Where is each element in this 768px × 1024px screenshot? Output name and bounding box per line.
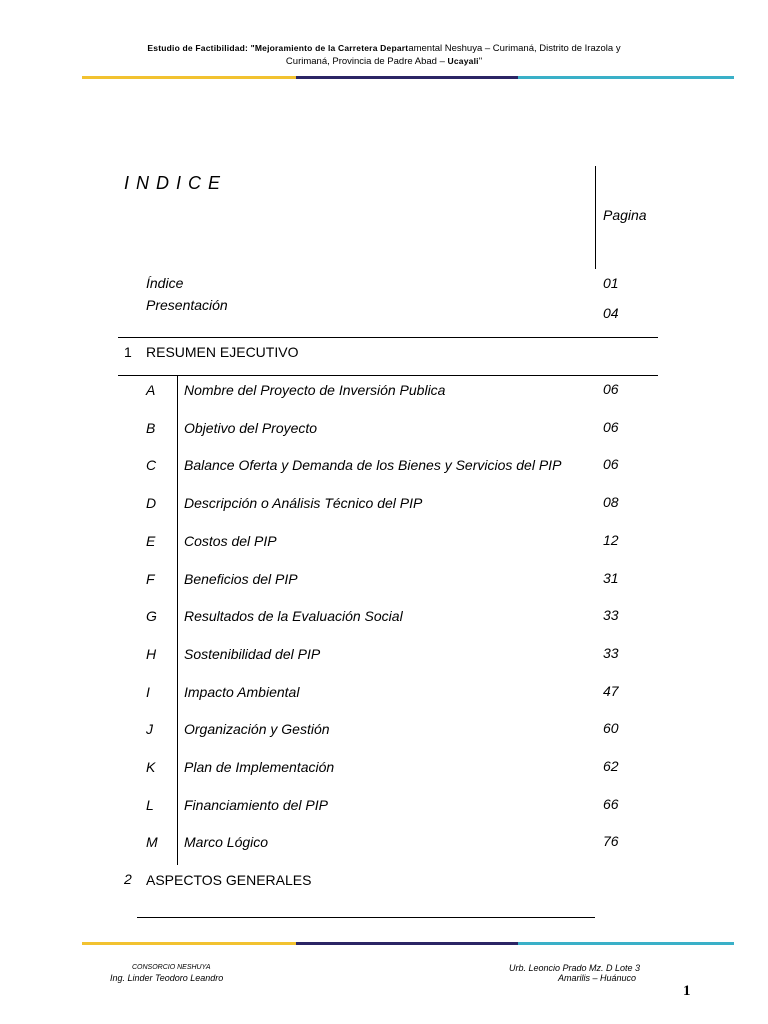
toc-row-letter: H xyxy=(146,646,157,662)
section-2-number: 2 xyxy=(124,871,132,887)
toc-row-label: Marco Lógico xyxy=(184,834,269,850)
toc-row-letter: C xyxy=(146,457,157,473)
section-1-title: RESUMEN EJECUTIVO xyxy=(146,344,299,360)
intro-page-presentacion: 04 xyxy=(603,305,619,321)
toc-row-page: 60 xyxy=(603,720,619,736)
header-line-1 xyxy=(110,42,658,55)
toc-row-page: 31 xyxy=(603,570,619,586)
header-bold-text-2: Ucayali xyxy=(447,56,479,66)
top-bar-navy xyxy=(296,76,518,79)
toc-row-letter: I xyxy=(146,684,150,700)
toc-row-page: 66 xyxy=(603,796,619,812)
toc-row-label: Descripción o Análisis Técnico del PIP xyxy=(184,495,423,511)
section-1-bottom-rule xyxy=(118,375,658,376)
toc-row-letter: E xyxy=(146,533,156,549)
toc-row-label: Financiamiento del PIP xyxy=(184,797,328,813)
toc-row-letter: J xyxy=(146,721,153,737)
toc-row-label: Resultados de la Evaluación Social xyxy=(184,608,403,624)
toc-row-label: Balance Oferta y Demanda de los Bienes y Servicios del PIP xyxy=(184,457,562,473)
footer-company: CONSORCIO NESHUYA xyxy=(132,964,211,971)
toc-row-page: 12 xyxy=(603,532,619,548)
bottom-bar-teal xyxy=(518,942,734,945)
toc-row-page: 06 xyxy=(603,419,619,435)
intro-page-indice: 01 xyxy=(603,275,619,291)
toc-row-letter: D xyxy=(146,495,157,511)
intro-label-presentacion: Presentación xyxy=(146,297,228,313)
toc-row-label: Costos del PIP xyxy=(184,533,277,549)
toc-row-letter: L xyxy=(146,797,154,813)
header-bold-text: Estudio de Factibilidad: "Mejoramiento de la Carretera Depart xyxy=(147,43,409,53)
section-2-title: ASPECTOS GENERALES xyxy=(146,872,312,888)
top-bar-yellow xyxy=(82,76,296,79)
intro-label-indice: Índice xyxy=(146,275,184,291)
toc-row-letter: K xyxy=(146,759,156,775)
toc-row-label: Objetivo del Proyecto xyxy=(184,420,318,436)
toc-row-page: 62 xyxy=(603,758,619,774)
toc-row-letter: M xyxy=(146,834,158,850)
section-1-top-rule xyxy=(118,337,658,338)
toc-row-page: 47 xyxy=(603,683,619,699)
toc-row-letter: G xyxy=(146,608,157,624)
toc-row-label: Nombre del Proyecto de Inversión Publica xyxy=(184,382,446,398)
index-title: I N D I C E xyxy=(124,173,222,193)
toc-row-label: Plan de Implementación xyxy=(184,759,335,775)
toc-row-letter: F xyxy=(146,571,155,587)
toc-row-page: 06 xyxy=(603,456,619,472)
items-letter-divider xyxy=(177,375,178,865)
header-text-2: Curimaná, Provincia de Padre Abad – xyxy=(285,56,448,67)
bottom-bar-navy xyxy=(296,942,518,945)
section-2-rule xyxy=(137,917,595,918)
page-column-divider xyxy=(595,166,596,269)
header-quote: " xyxy=(478,56,483,67)
top-bar-teal xyxy=(518,76,734,79)
toc-row-page: 76 xyxy=(603,833,619,849)
page-number: 1 xyxy=(683,983,691,999)
toc-row-label: Beneficios del PIP xyxy=(184,571,298,587)
section-1-number: 1 xyxy=(124,344,132,360)
footer-engineer: Ing. Linder Teodoro Leandro xyxy=(110,973,224,983)
footer-address-1: Urb. Leoncio Prado Mz. D Lote 3 xyxy=(509,963,641,973)
header-line-2 xyxy=(110,55,658,68)
toc-row-page: 08 xyxy=(603,494,619,510)
page-column-header: Pagina xyxy=(603,207,647,223)
toc-row-page: 33 xyxy=(603,607,619,623)
toc-row-letter: A xyxy=(146,382,156,398)
toc-row-label: Impacto Ambiental xyxy=(184,684,300,700)
bottom-bar-yellow xyxy=(82,942,296,945)
footer-address-2: Amarilis – Huánuco xyxy=(558,973,637,983)
toc-row-label: Organización y Gestión xyxy=(184,721,330,737)
toc-row-letter: B xyxy=(146,420,156,436)
toc-row-page: 33 xyxy=(603,645,619,661)
toc-row-label: Sostenibilidad del PIP xyxy=(184,646,321,662)
document-header xyxy=(110,42,658,68)
header-text: amental Neshuya – Curimaná, Distrito de Irazola y xyxy=(408,43,621,54)
toc-row-page: 06 xyxy=(603,381,619,397)
